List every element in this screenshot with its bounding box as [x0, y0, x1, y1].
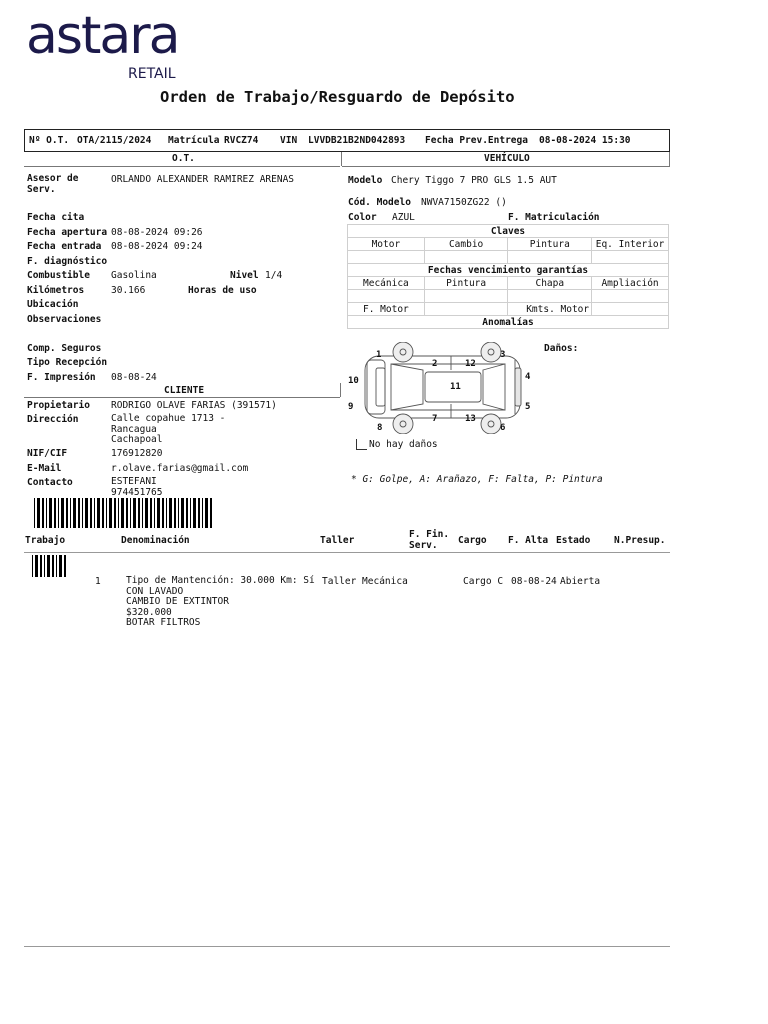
section-vehiculo: VEHÍCULO [484, 153, 530, 164]
barcode-bar [138, 498, 140, 528]
barcode-bar [82, 498, 83, 528]
section-divider [24, 397, 340, 398]
barcode-bar [133, 498, 136, 528]
car-rear-light [515, 368, 521, 406]
ot-number-label: Nº O.T. [29, 135, 70, 146]
barcode-bar [35, 555, 38, 577]
barcode-bar [169, 498, 172, 528]
email-label: E-Mail [27, 463, 62, 474]
matricula-label: Matrícula [168, 135, 220, 146]
combustible-value: Gasolina [111, 270, 157, 281]
barcode-bar [205, 498, 208, 528]
barcode-bar [59, 555, 62, 577]
wheel-rear-bottom [481, 414, 501, 434]
claves-table [347, 224, 669, 329]
combustible-label: Combustible [27, 270, 90, 281]
col-f-fin-serv: F. Fin. Serv. [409, 529, 450, 551]
claves-col: Cambio [424, 238, 508, 251]
section-divider [341, 152, 342, 166]
km-value: 30.166 [111, 285, 146, 296]
barcode-bar [142, 498, 143, 528]
car-rear-window [483, 364, 505, 410]
comp-seguros-label: Comp. Seguros [27, 343, 102, 354]
garantias-cell [592, 290, 669, 303]
barcode-bar [114, 498, 116, 528]
barcode-bar [154, 498, 155, 528]
f-motor-label: F. Motor [348, 303, 425, 316]
color-value: AZUL [392, 212, 415, 223]
row-f-alta: 08-08-24 [511, 576, 557, 587]
propietario-label: Propietario [27, 400, 90, 411]
damage-zone-label: 3 [500, 350, 506, 360]
color-label: Color [348, 212, 377, 223]
claves-col: Eq. Interior [592, 238, 669, 251]
barcode-bar [44, 555, 45, 577]
barcode-bar [178, 498, 179, 528]
claves-col: Motor [348, 238, 425, 251]
row-denominacion: Tipo de Mantención: 30.000 Km: Sí CON LAVADO CAMBIO DE EXTINTOR $320.000 BOTAR FILTROS [126, 575, 315, 628]
barcode-bar [186, 498, 188, 528]
garantias-cell [348, 290, 425, 303]
fecha-prev-label: Fecha Prev.Entrega [425, 135, 528, 146]
damage-zone-label: 8 [377, 423, 383, 433]
damage-zone-label: 10 [348, 376, 359, 386]
f-impresion-label: F. Impresión [27, 372, 96, 383]
garantias-cell [424, 290, 508, 303]
barcode-bar [145, 498, 148, 528]
brand-sub: RETAIL [128, 66, 176, 82]
damage-zone-label: 13 [465, 414, 476, 424]
barcode-bar [49, 498, 52, 528]
barcode-bar [97, 498, 100, 528]
asesor-value: ORLANDO ALEXANDER RAMIREZ ARENAS [111, 174, 295, 185]
garantias-cell [508, 290, 592, 303]
barcode-bar [54, 498, 56, 528]
damage-zone-label: 7 [432, 414, 438, 424]
barcode-bar [42, 498, 44, 528]
contacto-value: ESTEFANI 974451765 [111, 476, 163, 498]
modelo-label: Modelo [348, 175, 383, 186]
contacto-label: Contacto [27, 477, 73, 488]
nif-value: 176912820 [111, 448, 163, 459]
damage-zone-label: 1 [376, 350, 382, 360]
barcode-bar [118, 498, 119, 528]
barcode-bar [58, 498, 59, 528]
kmts-motor-value [592, 303, 669, 316]
damage-zone-label: 4 [525, 372, 531, 382]
kmts-motor-label: Kmts. Motor [508, 303, 592, 316]
wheel-rear-top [481, 342, 501, 362]
claves-cell [592, 251, 669, 264]
car-damage-diagram [345, 342, 535, 434]
barcode-bar [150, 498, 152, 528]
barcode-bar [190, 498, 191, 528]
direccion-value: Calle copahue 1713 - Rancagua Cachapoal [111, 413, 226, 445]
barcode-bar [32, 555, 33, 577]
claves-cell [508, 251, 592, 264]
claves-cell [424, 251, 508, 264]
section-divider [340, 383, 341, 397]
barcode-bar [166, 498, 167, 528]
page-title: Orden de Trabajo/Resguardo de Depósito [160, 88, 515, 106]
barcode-bar [102, 498, 104, 528]
barcode-bar [47, 555, 50, 577]
barcode [34, 498, 212, 528]
barcode-bar [202, 498, 203, 528]
damage-legend: * G: Golpe, A: Arañazo, F: Falta, P: Pintura [351, 474, 603, 485]
horas-label: Horas de uso [188, 285, 257, 296]
damage-zone-label: 9 [348, 402, 354, 412]
col-trabajo: Trabajo [25, 535, 66, 546]
barcode-bar [34, 498, 35, 528]
cod-modelo-label: Cód. Modelo [348, 197, 411, 208]
row-estado: Abierta [560, 576, 601, 587]
section-cliente: CLIENTE [164, 385, 205, 396]
fecha-cita-label: Fecha cita [27, 212, 85, 223]
damage-zone-label: 5 [525, 402, 531, 412]
fecha-entrada-label: Fecha entrada [27, 241, 102, 252]
section-ot: O.T. [172, 153, 195, 164]
section-divider [24, 166, 340, 167]
col-taller: Taller [320, 535, 355, 546]
row-taller: Taller Mecánica [322, 576, 408, 587]
barcode-bar [37, 498, 40, 528]
row-cargo: Cargo C [463, 576, 504, 587]
barcode-bar [78, 498, 80, 528]
km-label: Kilómetros [27, 285, 85, 296]
claves-col: Pintura [508, 238, 592, 251]
modelo-value: Chery Tiggo 7 PRO GLS 1.5 AUT [391, 175, 557, 186]
barcode-bar [56, 555, 57, 577]
direccion-label: Dirección [27, 414, 79, 425]
barcode-bar [193, 498, 196, 528]
garantias-col: Ampliación [592, 277, 669, 290]
cod-modelo-value: NWVA7150ZG22 () [421, 197, 507, 208]
fecha-apertura-label: Fecha apertura [27, 227, 108, 238]
barcode-bar [210, 498, 212, 528]
no-danos-label: No hay daños [369, 439, 438, 450]
damage-zone-label: 6 [500, 423, 506, 433]
section-divider [669, 152, 670, 166]
claves-header: Claves [348, 225, 669, 238]
barcode-bar [106, 498, 107, 528]
row-barcode [32, 555, 68, 577]
danos-label: Daños: [544, 343, 579, 354]
barcode-bar [70, 498, 71, 528]
garantias-col: Pintura [424, 277, 508, 290]
barcode-bar [85, 498, 88, 528]
nif-label: NIF/CIF [27, 448, 68, 459]
car-front-detail [376, 368, 385, 406]
garantias-col: Mecánica [348, 277, 425, 290]
footer-divider [24, 946, 670, 947]
no-danos-checkbox[interactable] [356, 439, 367, 450]
damage-zone-label: 11 [450, 382, 461, 392]
f-motor-value [424, 303, 508, 316]
row-trabajo: 1 [95, 576, 101, 587]
barcode-bar [52, 555, 54, 577]
col-f-alta: F. Alta [508, 535, 549, 546]
barcode-bar [66, 498, 68, 528]
anomalias-header: Anomalías [348, 316, 669, 329]
barcode-bar [198, 498, 200, 528]
observaciones-label: Observaciones [27, 314, 102, 325]
vin-value: LVVDB21B2ND042893 [308, 135, 406, 146]
barcode-bar [46, 498, 47, 528]
col-n-presup: N.Presup. [614, 535, 666, 546]
ot-number-value: OTA/2115/2024 [77, 135, 152, 146]
email-value: r.olave.farias@gmail.com [111, 463, 249, 474]
fecha-apertura-value: 08-08-2024 09:26 [111, 227, 203, 238]
barcode-bar [64, 555, 66, 577]
f-diagnostico-label: F. diagnóstico [27, 256, 108, 267]
matricula-value: RVCZ74 [224, 135, 259, 146]
barcode-bar [109, 498, 112, 528]
wheel-front-bottom [393, 414, 413, 434]
garantias-header: Fechas vencimiento garantías [348, 264, 669, 277]
barcode-bar [126, 498, 128, 528]
brand-name: astara [26, 6, 179, 66]
barcode-bar [90, 498, 92, 528]
barcode-bar [94, 498, 95, 528]
damage-zone-label: 2 [432, 359, 438, 369]
nivel-label: Nivel [230, 270, 259, 281]
fecha-prev-value: 08-08-2024 15:30 [539, 135, 631, 146]
col-denominacion: Denominación [121, 535, 190, 546]
barcode-bar [181, 498, 184, 528]
brand-logo [24, 0, 184, 86]
barcode-bar [162, 498, 164, 528]
barcode-bar [130, 498, 131, 528]
nivel-value: 1/4 [265, 270, 283, 281]
garantias-col: Chapa [508, 277, 592, 290]
asesor-label: Asesor de Serv. [27, 173, 79, 195]
barcode-bar [121, 498, 124, 528]
ubicacion-label: Ubicación [27, 299, 79, 310]
col-cargo: Cargo [458, 535, 487, 546]
fecha-entrada-value: 08-08-2024 09:24 [111, 241, 203, 252]
barcode-bar [157, 498, 160, 528]
car-body-outline [365, 356, 520, 418]
damage-zone-label: 12 [465, 359, 476, 369]
barcode-bar [40, 555, 42, 577]
vin-label: VIN [280, 135, 298, 146]
f-matriculacion-label: F. Matriculación [508, 212, 600, 223]
barcode-bar [174, 498, 176, 528]
table-header-divider [24, 552, 670, 553]
propietario-value: RODRIGO OLAVE FARIAS (391571) [111, 400, 277, 411]
col-estado: Estado [556, 535, 591, 546]
wheel-front-top [393, 342, 413, 362]
tipo-recepcion-label: Tipo Recepción [27, 357, 108, 368]
f-impresion-value: 08-08-24 [111, 372, 157, 383]
claves-cell [348, 251, 425, 264]
barcode-bar [61, 498, 64, 528]
car-windshield [391, 364, 423, 410]
barcode-bar [73, 498, 76, 528]
section-divider [342, 166, 670, 167]
